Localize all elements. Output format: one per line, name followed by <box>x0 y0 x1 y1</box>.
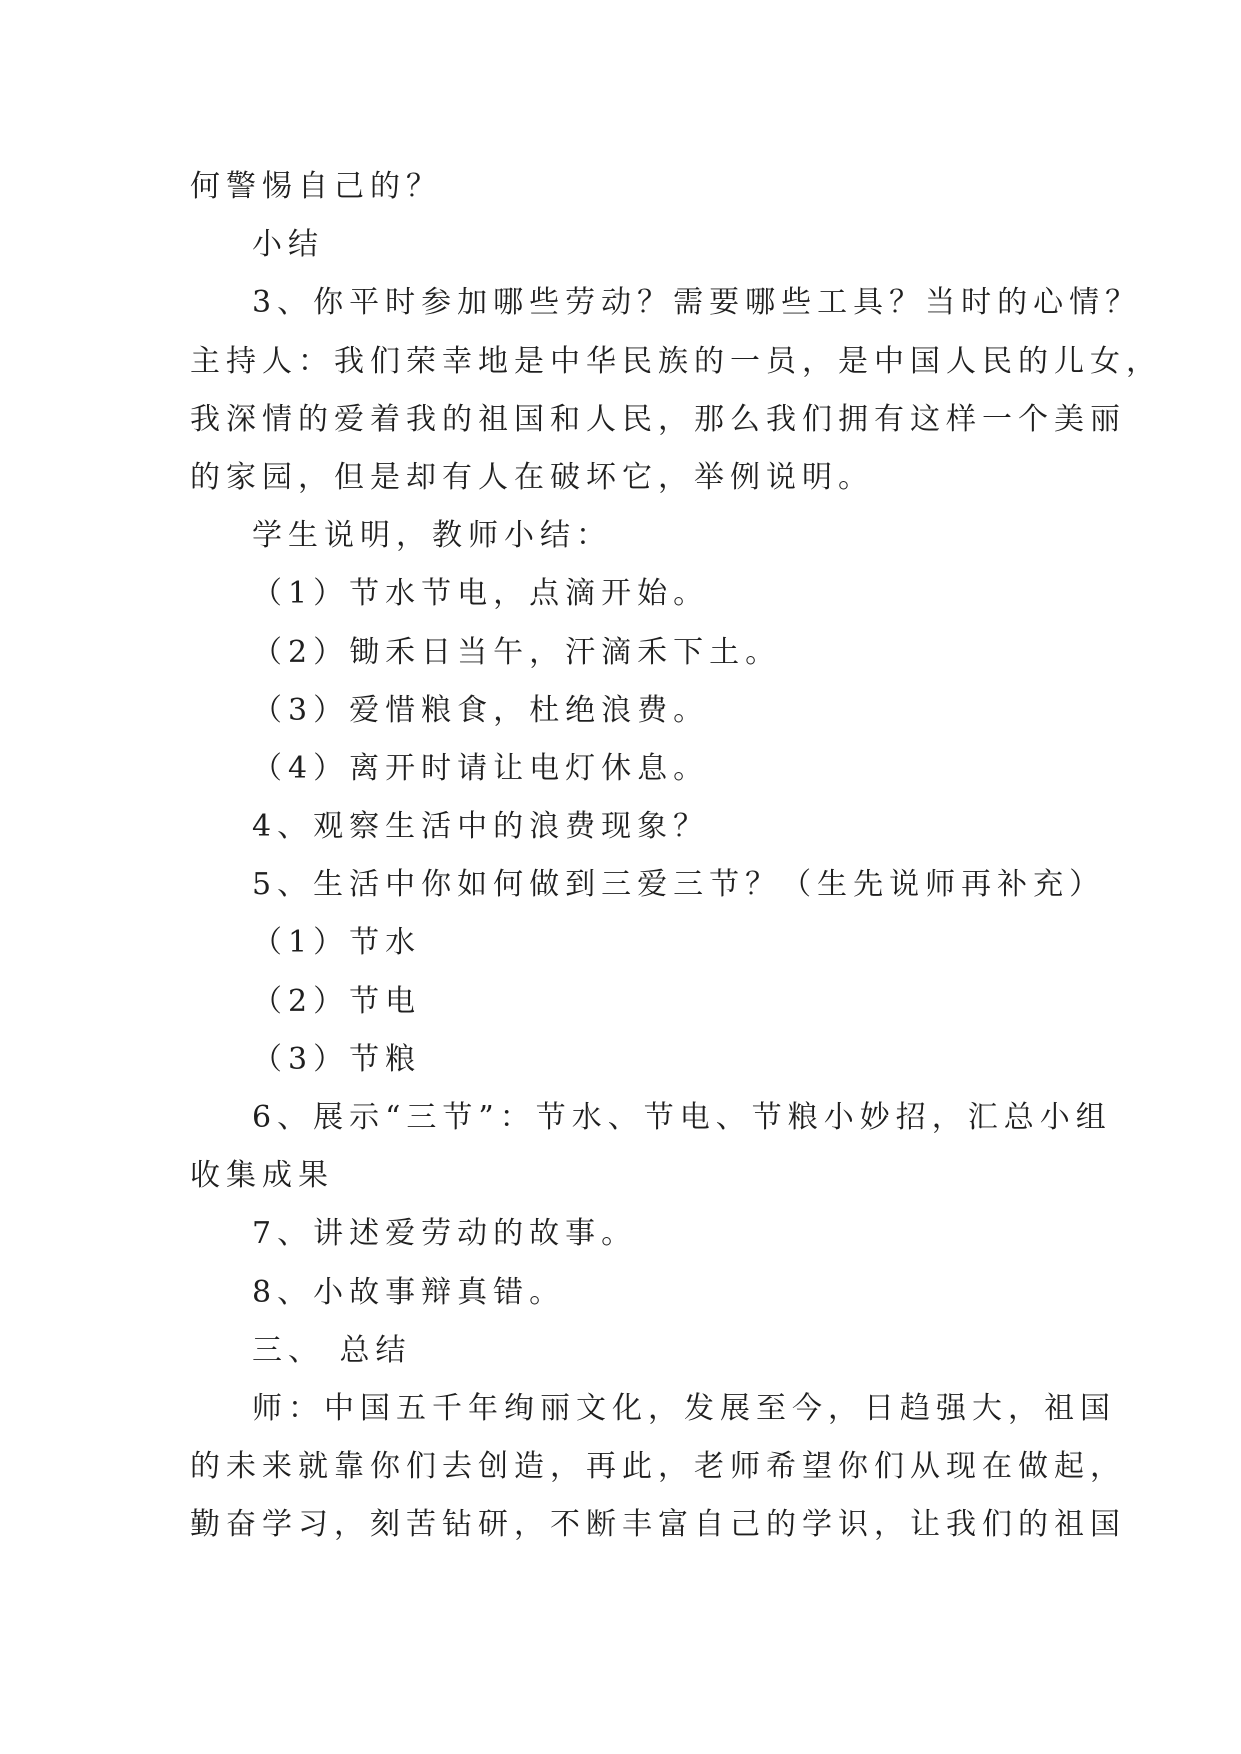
list-item: （1）节水 <box>252 925 422 961</box>
question-4: 4、观察生活中的浪费现象？ <box>252 809 710 845</box>
host-speech-line-2: 我深情的爱着我的祖国和人民，那么我们拥有这样一个美丽 <box>190 401 1126 437</box>
list-item: （3）爱惜粮食，杜绝浪费。 <box>252 692 710 728</box>
teacher-speech-line-1: 师：中国五千年绚丽文化，发展至今，日趋强大，祖国 <box>252 1390 1116 1426</box>
text-line: 何警惕自己的？ <box>190 169 442 204</box>
host-speech-line-3: 的家园，但是却有人在破坏它，举例说明。 <box>190 459 874 495</box>
question-3: 3、你平时参加哪些劳动？需要哪些工具？当时的心情？ <box>252 285 1142 321</box>
list-item: （2）节电 <box>252 983 422 1019</box>
item-6-line-1: 6、展示“三节”：节水、节电、节粮小妙招，汇总小组 <box>252 1100 1112 1135</box>
document-body <box>190 158 1162 1555</box>
host-speech-line-1: 主持人：我们荣幸地是中华民族的一员，是中国人民的儿女， <box>190 343 1162 379</box>
section-heading-summary: 三、 总结 <box>252 1332 412 1368</box>
item-6-line-2: 收集成果 <box>190 1158 334 1194</box>
section-summary-label: 小结 <box>252 227 324 263</box>
item-8: 8、小故事辩真错。 <box>252 1274 566 1310</box>
list-item: （4）离开时请让电灯休息。 <box>252 750 710 786</box>
list-item: （1）节水节电，点滴开始。 <box>252 576 710 612</box>
teacher-speech-line-2: 的未来就靠你们去创造，再此，老师希望你们从现在做起， <box>190 1449 1126 1485</box>
student-teacher-summary: 学生说明，教师小结： <box>252 518 612 554</box>
question-5: 5、生活中你如何做到三爱三节？（生先说师再补充） <box>252 867 1106 903</box>
item-7: 7、讲述爱劳动的故事。 <box>252 1216 638 1252</box>
list-item: （3）节粮 <box>252 1041 422 1077</box>
teacher-speech-line-3: 勤奋学习，刻苦钻研，不断丰富自己的学识，让我们的祖国 <box>190 1507 1126 1543</box>
list-item: （2）锄禾日当午，汗滴禾下土。 <box>252 634 782 670</box>
